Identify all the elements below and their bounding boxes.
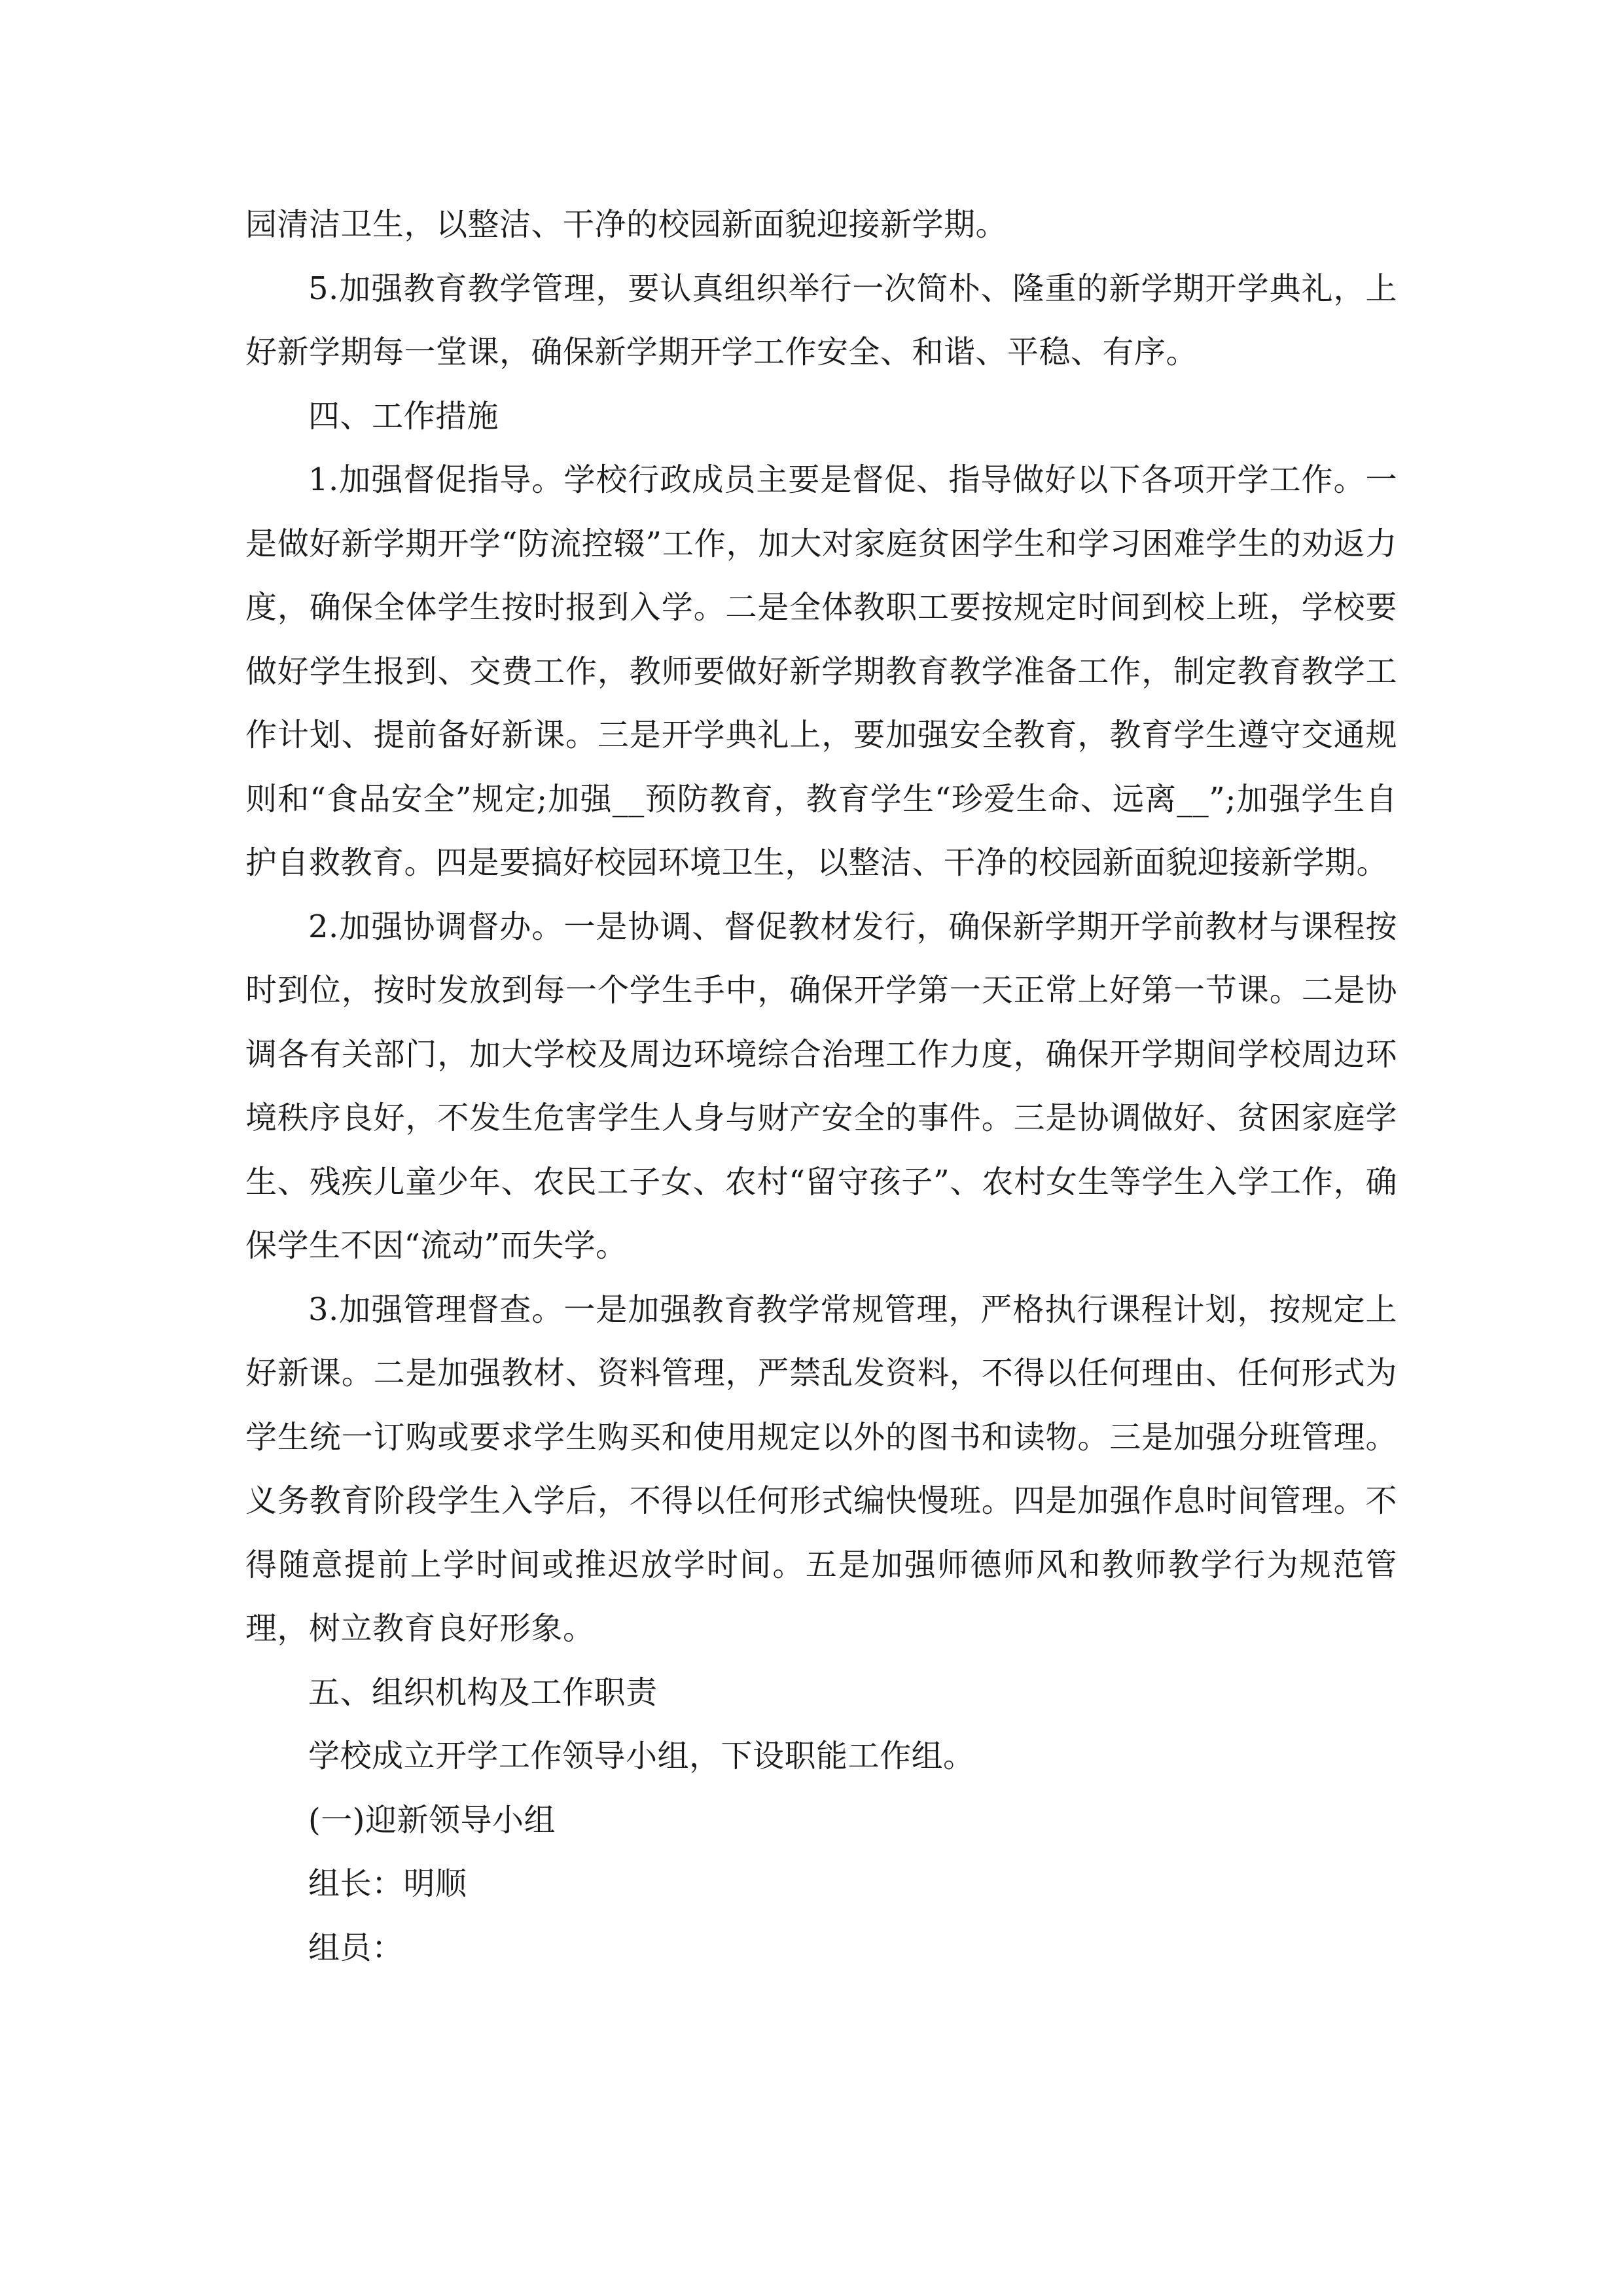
paragraph-measure-3: 3.加强管理督查。一是加强教育教学常规管理，严格执行课程计划，按规定上好新课。二是加强教材、资料管理，严禁乱发资料，不得以任何理由、任何形式为学生统一订购或要求学生购买和使用规定以外的图书和读物。三是加强分班管理。义务教育阶段学生入学后，不得以任何形式编快慢班。四是加强作息时间管理。不得随意提前上学时间或推迟放学时间。五是加强师德师风和教师教学行为规范管理，树立教育良好形象。 bbox=[245, 1291, 1397, 1647]
paragraph-organization-intro: 学校成立开学工作领导小组，下设职能工作组。 bbox=[308, 1738, 975, 1774]
group-leader-line: 组长：明顺 bbox=[308, 1865, 467, 1902]
paragraph-item-5: 5.加强教育教学管理，要认真组织举行一次简朴、隆重的新学期开学典礼，上好新学期每一堂课，确保新学期开学工作安全、和谐、平稳、有序。 bbox=[245, 270, 1397, 370]
paragraph-measure-2: 2.加强协调督办。一是协调、督促教材发行，确保新学期开学前教材与课程按时到位，按时发放到每一个学生手中，确保开学第一天正常上好第一节课。二是协调各有关部门，加大学校及周边环境综合治理工作力度，确保开学期间学校周边环境秩序良好，不发生危害学生人身与财产安全的事件。三是协调做好、贫困家庭学生、残疾儿童少年、农民工子女、农村“留守孩子”、农村女生等学生入学工作，确保学生不因“流动”而失学。 bbox=[245, 908, 1397, 1264]
group-members-line: 组员： bbox=[308, 1929, 404, 1966]
paragraph-measure-1: 1.加强督促指导。学校行政成员主要是督促、指导做好以下各项开学工作。一是做好新学期开学“防流控辍”工作，加大对家庭贫困学生和学习困难学生的劝返力度，确保全体学生按时报到入学。二是全体教职工要按规定时间到校上班，学校要做好学生报到、交费工作，教师要做好新学期教育教学准备工作，制定教育教学工作计划、提前备好新课。三是开学典礼上，要加强安全教育，教育学生遵守交通规则和“食品安全”规定;加强__预防教育，教育学生“珍爱生命、远离__”;加强学生自护自救教育。四是要搞好校园环境卫生，以整洁、干净的校园新面貌迎接新学期。 bbox=[245, 461, 1397, 881]
paragraph-continuation: 园清洁卫生，以整洁、干净的校园新面貌迎接新学期。 bbox=[245, 206, 1008, 243]
section-heading-organization: 五、组织机构及工作职责 bbox=[308, 1674, 658, 1711]
subheading-welcome-group: (一)迎新领导小组 bbox=[308, 1801, 556, 1839]
document-body bbox=[245, 193, 1397, 1980]
section-heading-work-measures: 四、工作措施 bbox=[308, 397, 499, 435]
